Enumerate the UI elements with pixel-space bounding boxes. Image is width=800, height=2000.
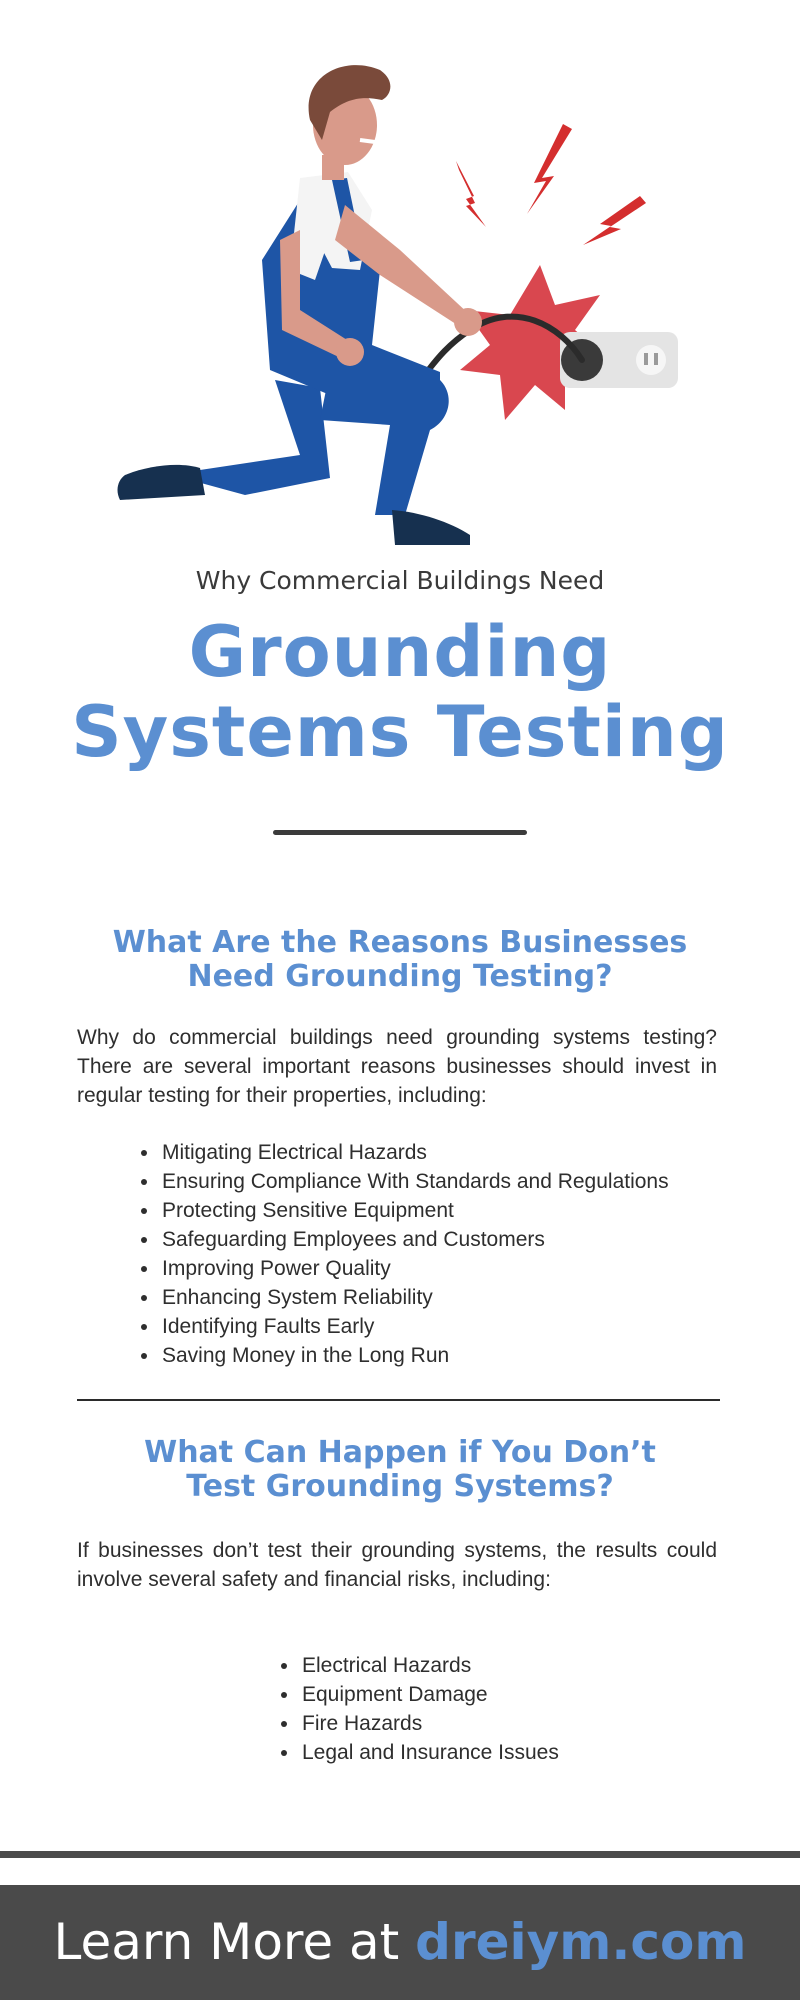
section1-heading [0,926,800,994]
list-item: • Legal and Insurance Issues [300,1738,559,1767]
title-divider [273,830,527,835]
section2-heading [0,1436,800,1504]
page-title-line-2: Systems Testing [71,691,729,773]
list-item: • Ensuring Compliance With Standards and Regulations [160,1167,669,1196]
footer-banner [0,1885,800,2000]
list-item: • Protecting Sensitive Equipment [160,1196,669,1225]
list-item: • Improving Power Quality [160,1254,669,1283]
list-item: • Equipment Damage [300,1680,559,1709]
page-title [0,612,800,772]
section2-list [278,1651,559,1767]
section1-heading-line-2: Need Grounding Testing? [187,959,613,994]
page-title-line-1: Grounding [188,611,612,693]
footer-prefix: Learn More at [53,1913,416,1971]
hero-illustration [0,0,800,560]
list-item: • Electrical Hazards [300,1651,559,1680]
list-item: • Mitigating Electrical Hazards [160,1138,669,1167]
list-item: • Identifying Faults Early [160,1312,669,1341]
section2-heading-line-1: What Can Happen if You Don’t [144,1435,656,1470]
section2-intro: If businesses don’t test their grounding systems, the results could involve several safety and financial risks, including: [77,1539,717,1591]
section2-heading-line-2: Test Grounding Systems? [186,1469,614,1504]
electrician-figure [118,65,482,545]
section1-heading-line-1: What Are the Reasons Businesses [112,925,688,960]
list-item: • Enhancing System Reliability [160,1283,669,1312]
section1-intro: Why do commercial buildings need grounding systems testing? There are several important reasons businesses should invest in regular testing for their properties, including: [77,1026,717,1107]
section1-list [138,1138,669,1370]
list-item: • Safeguarding Employees and Customers [160,1225,669,1254]
section-divider [77,1399,720,1401]
power-outlet-icon [560,332,678,388]
lightning-bolt-icon [456,124,646,245]
footer-top-line [0,1851,800,1858]
list-item: • Fire Hazards [300,1709,559,1738]
header-kicker: Why Commercial Buildings Need [195,566,605,595]
list-item: • Saving Money in the Long Run [160,1341,669,1370]
footer-domain-link[interactable]: dreiym.com [415,1913,747,1971]
